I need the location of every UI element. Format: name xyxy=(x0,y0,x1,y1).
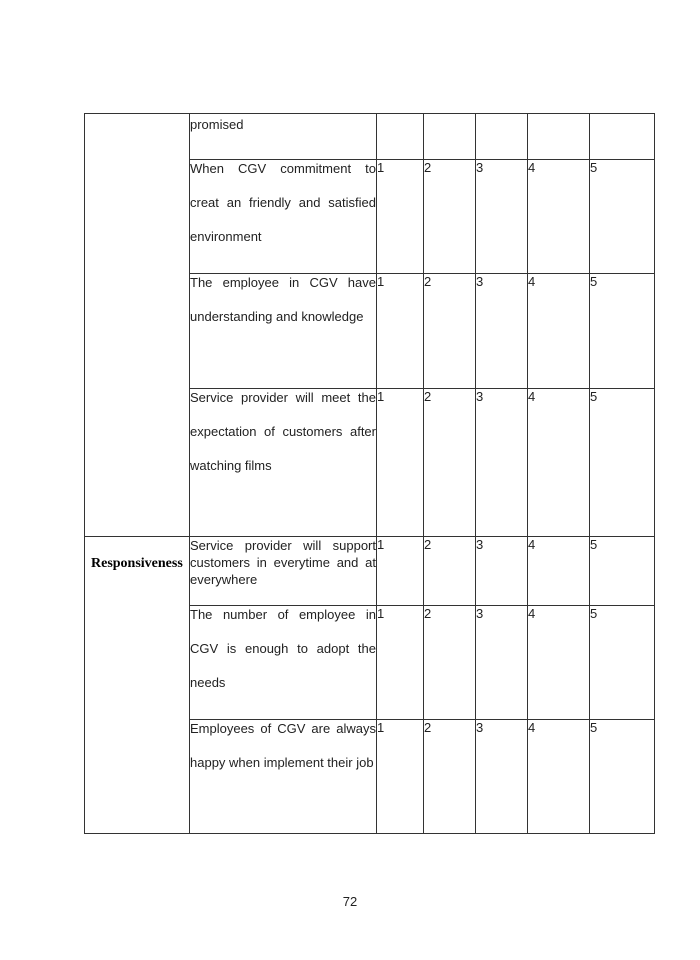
score-cell: 5 xyxy=(590,389,655,537)
score-cell: 5 xyxy=(590,274,655,389)
score-cell: 3 xyxy=(476,537,528,606)
category-label-responsiveness: Responsiveness xyxy=(91,556,183,571)
score-cell: 5 xyxy=(590,720,655,834)
statement-cell xyxy=(190,160,377,274)
statement-text: The number of employee in CGV is enough to adopt the needs xyxy=(190,607,376,690)
score-cell: 3 xyxy=(476,160,528,274)
statement-text: Service provider will meet the expectation of customers after watching films xyxy=(190,390,376,473)
score-cell: 1 xyxy=(377,537,424,606)
statement-cell xyxy=(190,389,377,537)
score-cell xyxy=(528,114,590,160)
score-cell: 1 xyxy=(377,160,424,274)
statement-text: Employees of CGV are always happy when implement their job xyxy=(190,721,376,770)
statement-cell xyxy=(190,537,377,606)
score-cell xyxy=(476,114,528,160)
score-cell: 3 xyxy=(476,274,528,389)
score-cell: 4 xyxy=(528,160,590,274)
statement-cell xyxy=(190,274,377,389)
score-cell: 4 xyxy=(528,606,590,720)
score-cell: 2 xyxy=(424,160,476,274)
score-cell: 2 xyxy=(424,274,476,389)
category-cell xyxy=(85,537,190,834)
score-cell: 1 xyxy=(377,606,424,720)
category-cell-empty xyxy=(85,114,190,537)
statement-text: When CGV commitment to creat an friendly and satisfied environment xyxy=(190,161,376,244)
score-cell: 1 xyxy=(377,389,424,537)
score-cell: 2 xyxy=(424,606,476,720)
score-cell: 4 xyxy=(528,389,590,537)
score-cell: 5 xyxy=(590,606,655,720)
score-cell: 1 xyxy=(377,274,424,389)
score-cell: 3 xyxy=(476,720,528,834)
statement-cell xyxy=(190,606,377,720)
table-row xyxy=(85,537,655,606)
statement-text: promised xyxy=(190,117,244,132)
score-cell: 3 xyxy=(476,606,528,720)
score-cell: 5 xyxy=(590,160,655,274)
score-cell xyxy=(377,114,424,160)
score-cell: 5 xyxy=(590,537,655,606)
score-cell: 4 xyxy=(528,537,590,606)
score-cell: 4 xyxy=(528,720,590,834)
score-cell xyxy=(590,114,655,160)
score-cell: 2 xyxy=(424,537,476,606)
statement-text: The employee in CGV have understanding and knowledge xyxy=(190,275,376,324)
score-cell: 1 xyxy=(377,720,424,834)
score-cell: 2 xyxy=(424,720,476,834)
page-number: 72 xyxy=(342,894,358,909)
survey-table xyxy=(84,113,655,834)
score-cell: 2 xyxy=(424,389,476,537)
score-cell: 3 xyxy=(476,389,528,537)
statement-cell xyxy=(190,720,377,834)
statement-text: Service provider will support customers in everytime and at everywhere xyxy=(190,538,376,587)
score-cell: 4 xyxy=(528,274,590,389)
score-cell xyxy=(424,114,476,160)
